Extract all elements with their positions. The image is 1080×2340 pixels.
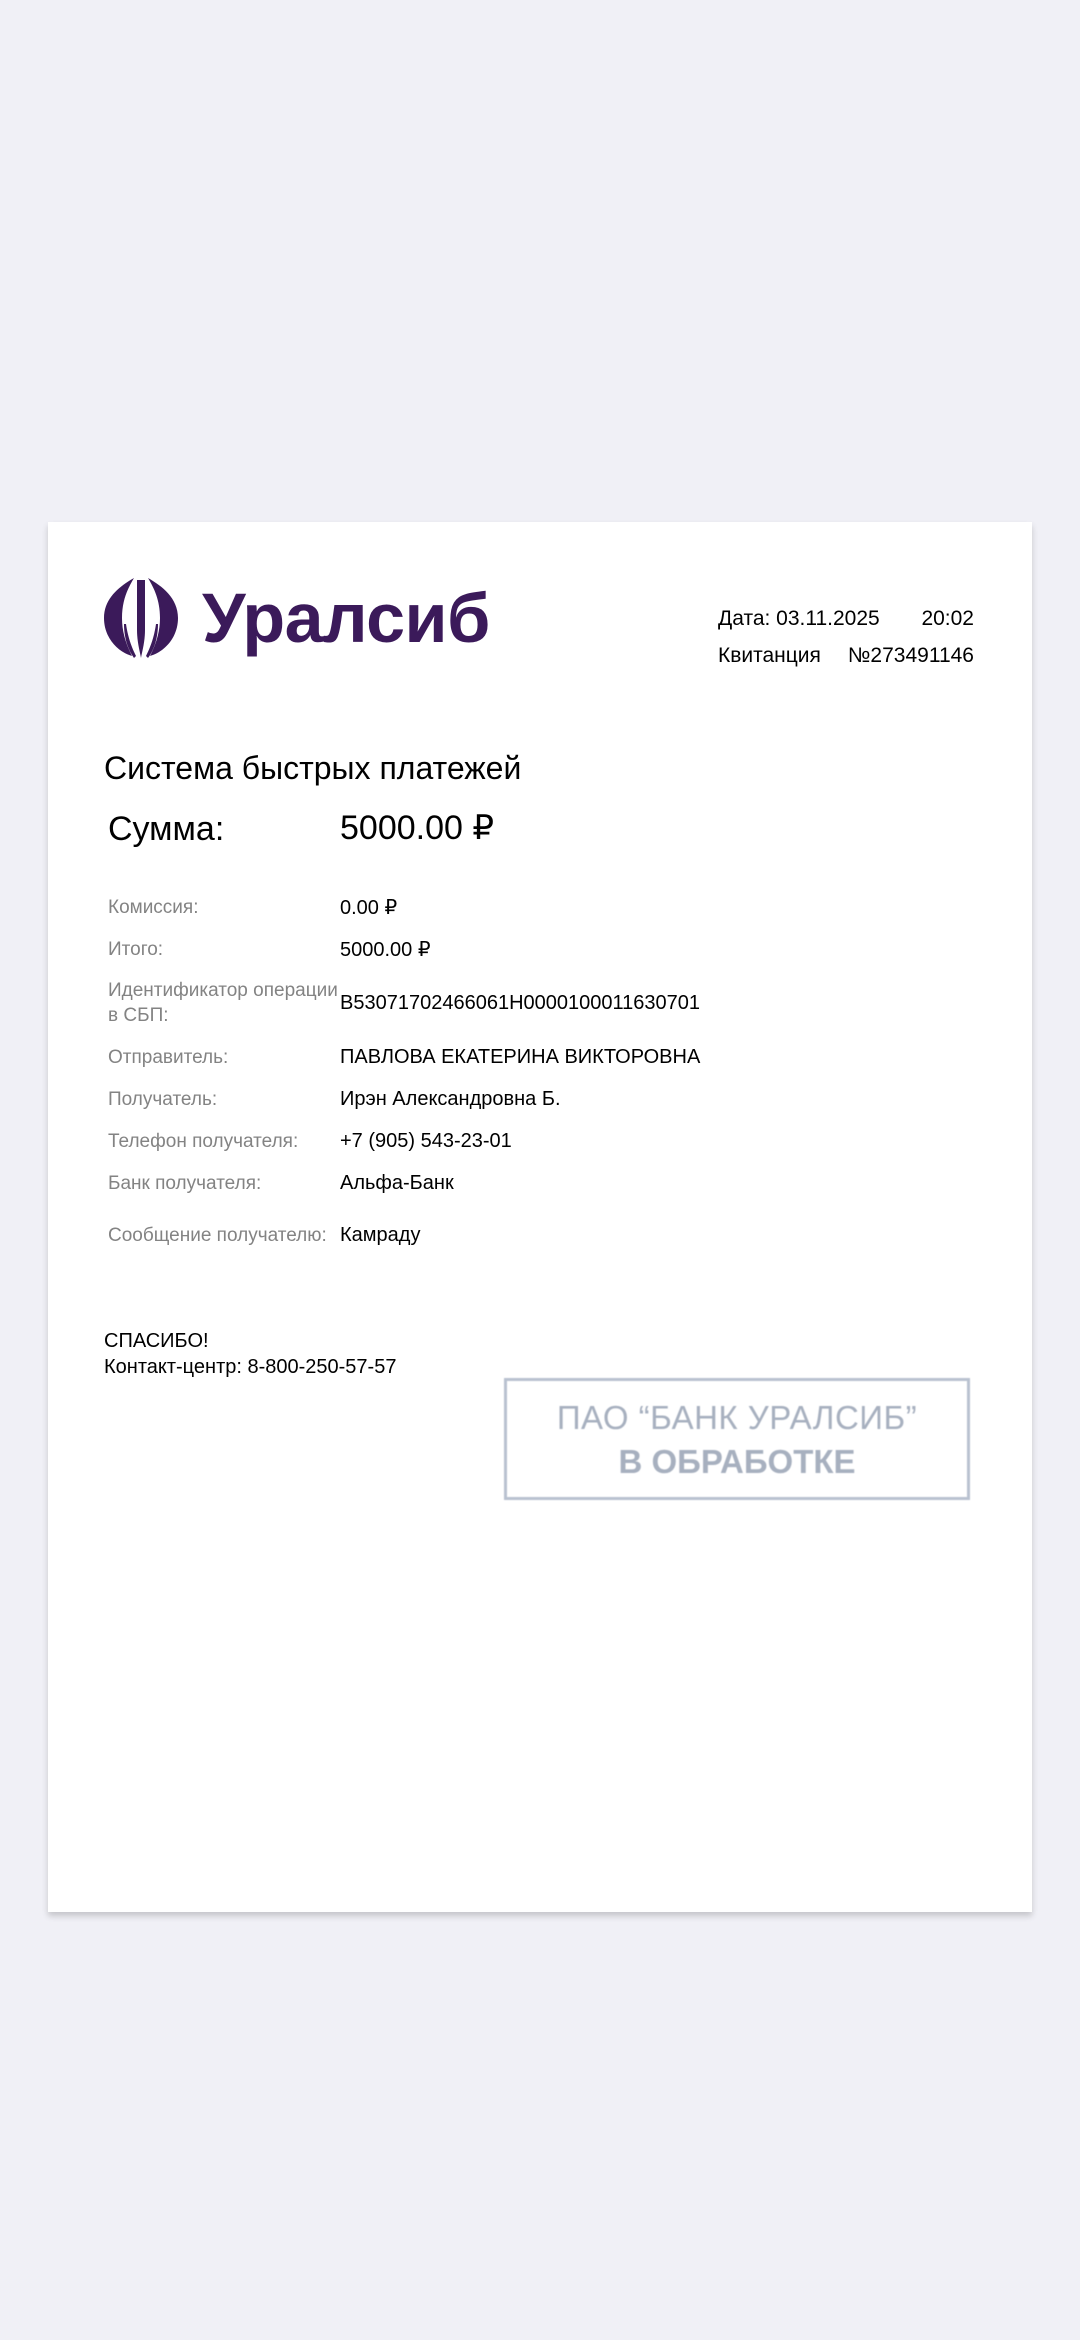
receipt-date: Дата: 03.11.2025 [718,607,880,630]
processing-stamp [504,1378,970,1500]
footer [104,1328,396,1380]
payment-system-title: Система быстрых платежей [104,750,522,786]
thanks-text: СПАСИБО! [104,1330,209,1352]
detail-label: Комиссия: [108,896,199,918]
detail-row-recipient [108,1079,988,1119]
stamp-status: В ОБРАБОТКЕ [618,1443,856,1480]
detail-row-total [108,929,988,969]
detail-value: 0.00 ₽ [340,896,398,919]
detail-value: B53071702466061H0000100011630701 [340,991,700,1014]
detail-row-sbp-id [108,975,988,1031]
detail-row-commission [108,887,988,927]
detail-label: Телефон получателя: [108,1130,299,1152]
detail-row-recipient-phone [108,1121,988,1161]
stamp-bank-name: ПАО “БАНК УРАЛСИБ” [556,1399,918,1436]
detail-label: Итого: [108,938,164,960]
receipt-label: Квитанция [718,644,821,667]
contact-center: Контакт-центр: 8-800-250-57-57 [104,1356,397,1378]
detail-value: Камраду [340,1223,421,1246]
detail-label: Банк получателя: [108,1172,262,1194]
sum-label: Сумма: [108,810,225,848]
bank-logo [104,578,490,658]
detail-row-recipient-bank [108,1163,988,1203]
detail-label: Идентификатор операции в СБП: [108,980,338,1026]
detail-label: Получатель: [108,1088,218,1110]
detail-value: ПАВЛОВА ЕКАТЕРИНА ВИКТОРОВНА [340,1045,701,1068]
detail-value: Ирэн Александровна Б. [340,1087,561,1110]
detail-value: +7 (905) 543-23-01 [340,1129,512,1152]
detail-label: Отправитель: [108,1046,229,1068]
detail-label: Сообщение получателю: [108,1224,327,1246]
detail-row-message [108,1207,988,1263]
receipt-time: 20:02 [921,607,974,630]
receipt-number: №273491146 [847,644,974,667]
receipt-card [48,522,1032,1912]
detail-value: Альфа-Банк [340,1171,454,1194]
receipt-meta [718,600,974,674]
uralsib-logo-icon [104,578,178,658]
detail-value: 5000.00 ₽ [340,938,431,961]
detail-row-sender [108,1037,988,1077]
sum-value: 5000.00 ₽ [340,809,494,847]
bank-name: Уралсиб [202,579,490,657]
